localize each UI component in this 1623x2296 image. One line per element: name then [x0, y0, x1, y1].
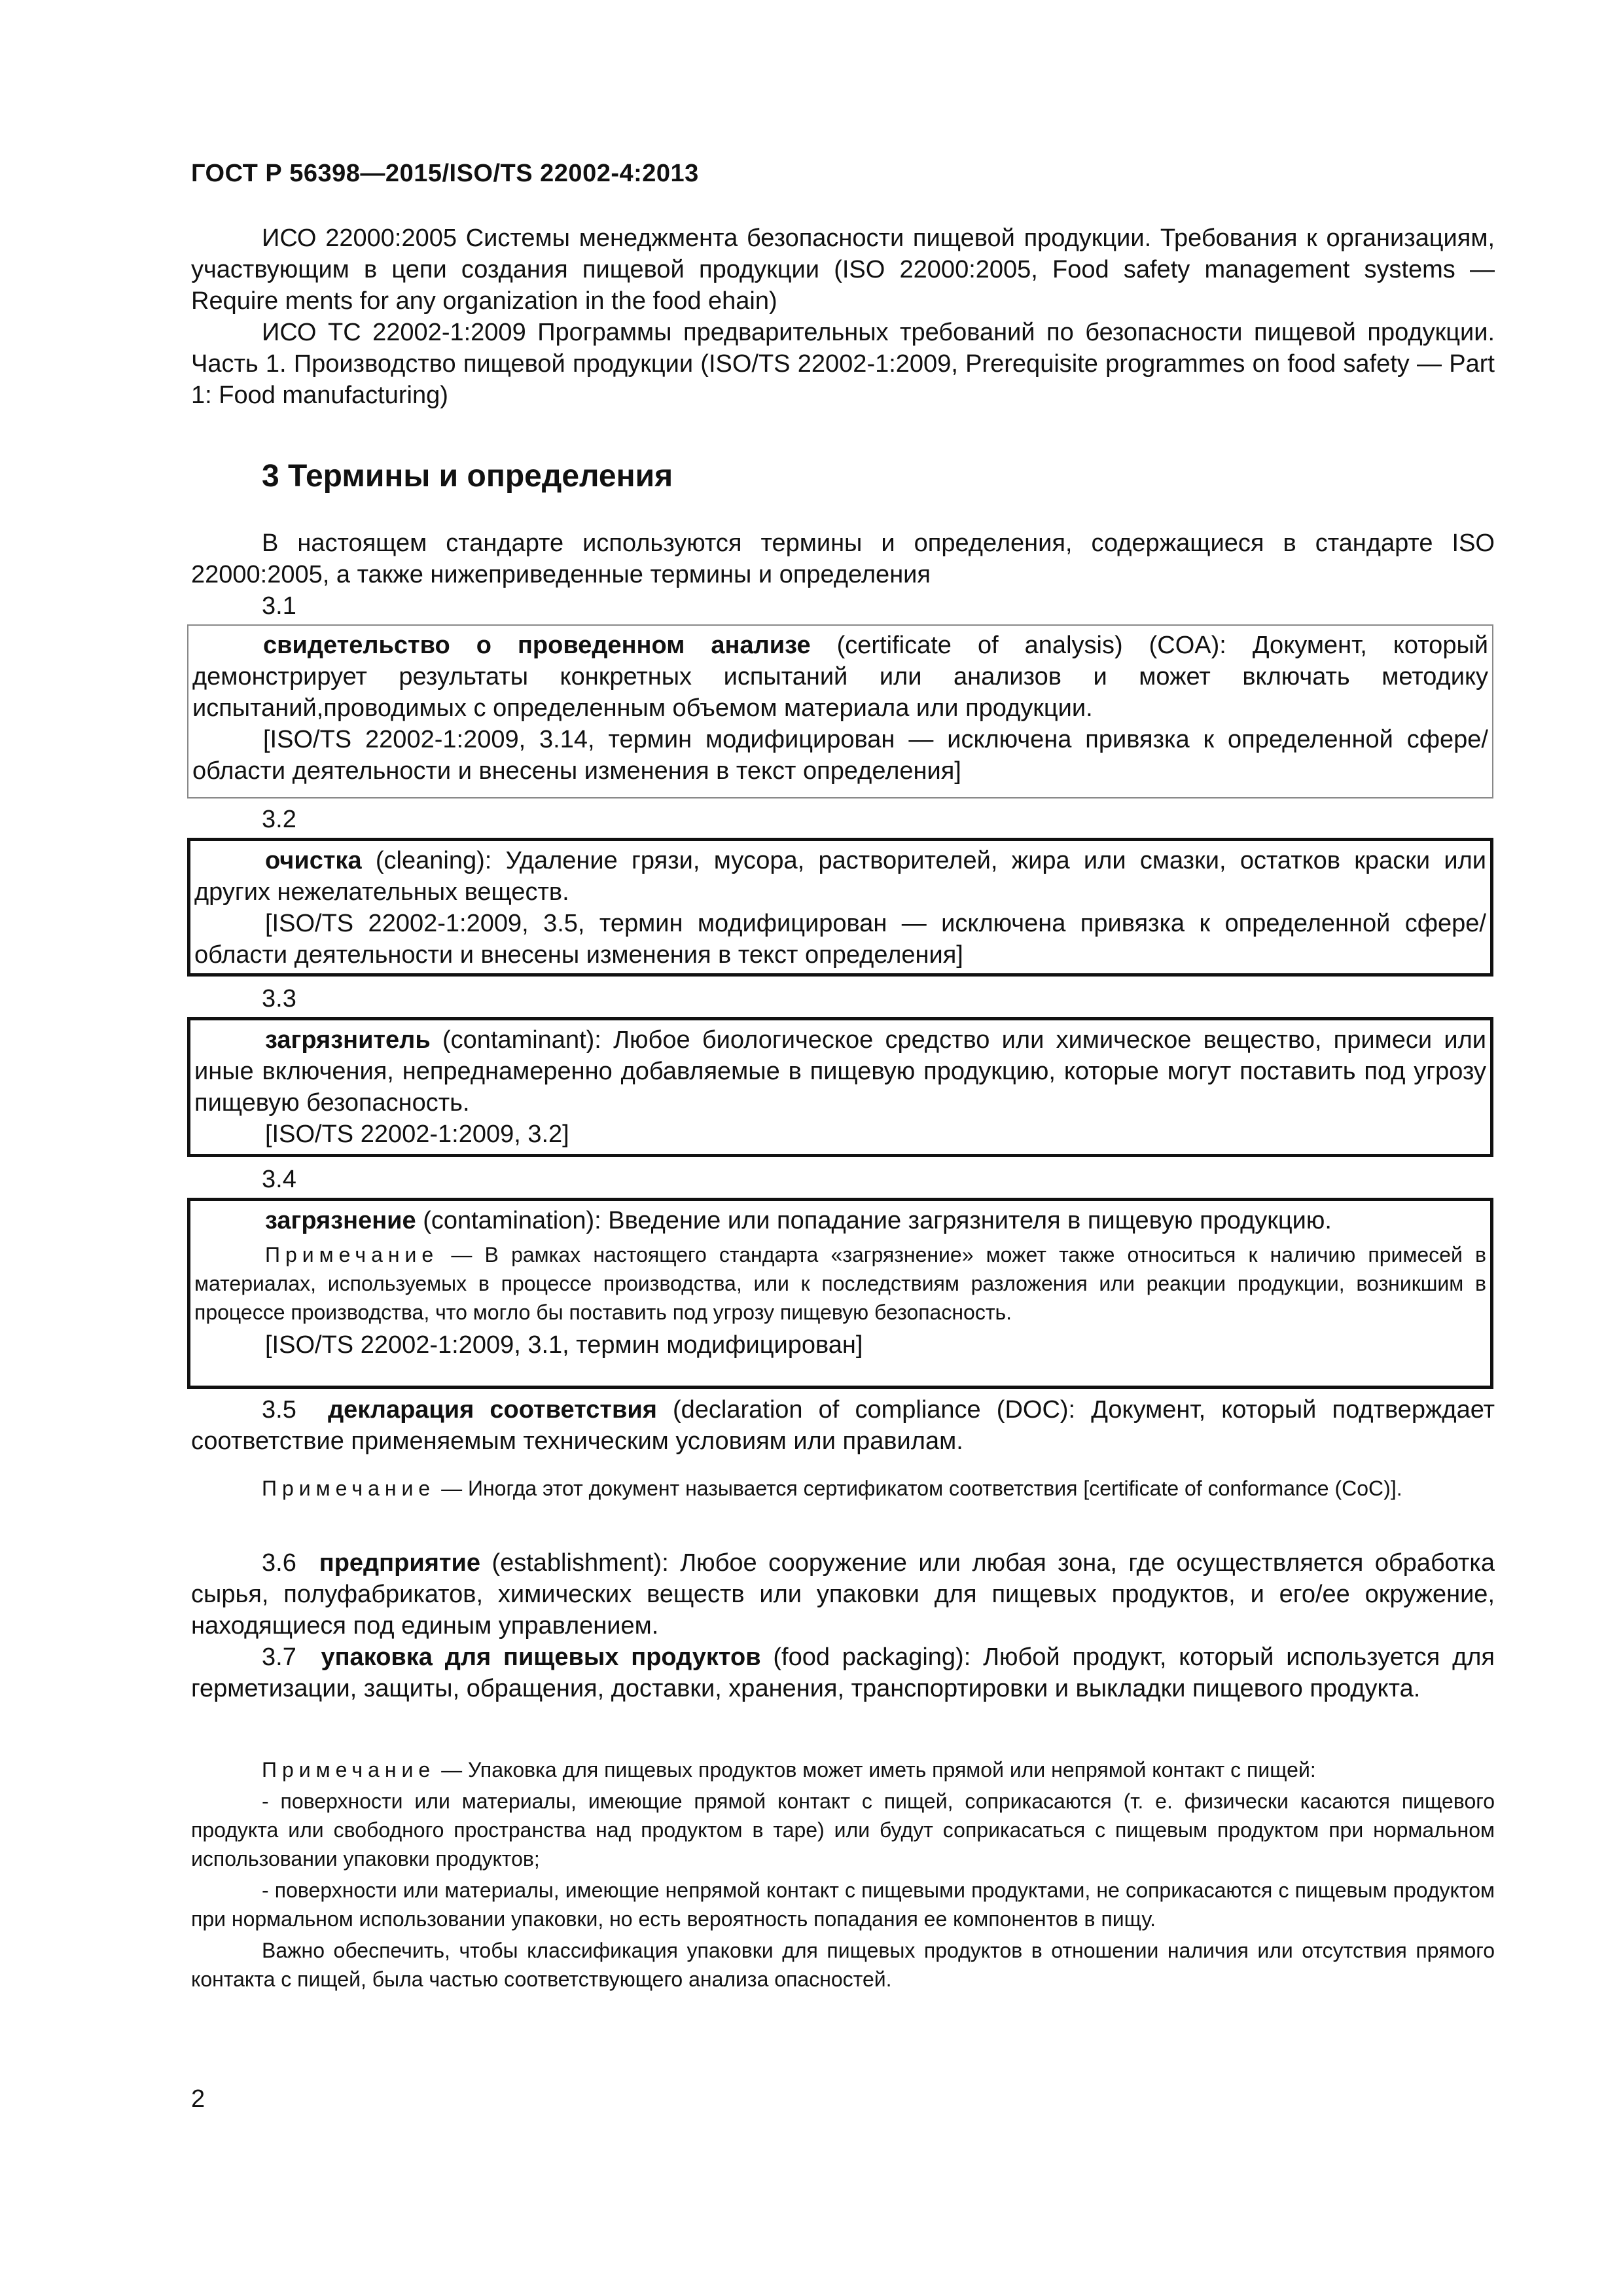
term-name: упаковка для пищевых продуктов	[321, 1643, 761, 1671]
reference-iso-ts-22002-1: ИСО ТС 22002-1:2009 Программы предварительных требований по безопасности пищевой продукции. Часть 1. Производство пищевой продукции (ISO/TS 22002-1:2009, Prerequisite programmes on food safety — Part 1: Food manufacturing)	[191, 319, 1495, 409]
term-number: 3.3	[262, 985, 296, 1013]
term-source: [ISO/TS 22002-1:2009, 3.2]	[265, 1121, 569, 1148]
term-establishment: 3.6 предприятие (establishment): Любое сооружение или любая зона, где осуществляется обработка сырья, полуфабрикатов, химических веществ или упаковки для пищевых продуктов, и его/ее окружение, находящиеся под единым управлением.	[191, 1549, 1495, 1640]
term-definition: (establishment): Любое сооружение или любая зона, где осуществляется обработка сырья, полуфабрикатов, химических веществ или упаковки для пищевых продуктов, и его/ее окружение, находящиеся под единым управлением.	[191, 1549, 1495, 1640]
term-name: загрязнение	[265, 1207, 416, 1234]
note-list-item: - поверхности или материалы, имеющие непрямой контакт с пищевыми продуктами, не соприкасаются с пищевым продуктом при нормальном использовании упаковки, но есть вероятность попадания ее компонентов в пищу.	[191, 1878, 1495, 1931]
term-definition: (cleaning): Удаление грязи, мусора, растворителей, жира или смазки, остатков краски или других нежелательных веществ.	[194, 847, 1486, 906]
term-definition: (contaminant): Любое биологическое средство или химическое вещество, примеси или иные включения, непреднамеренно добавляемые в пищевую продукцию, которые могут поставить под угрозу пищевую безопасность.	[194, 1026, 1486, 1117]
term-food-packaging: 3.7 упаковка для пищевых продуктов (food packaging): Любой продукт, который используется для герметизации, защиты, обращения, доставки, хранения, транспортировки и выкладки пищевого продукта.	[191, 1643, 1495, 1702]
term-box-contaminant	[187, 1017, 1493, 1157]
term-number: 3.2	[262, 806, 296, 833]
term-name: очистка	[265, 847, 362, 874]
note-food-packaging: Примечание — Упаковка для пищевых продуктов может иметь прямой или непрямой контакт с пищей: - поверхности или материалы, имеющие прямой контакт с пищей, соприкасаются (т. е. физически касаются пищевого продукта или свободного пространства над продуктом в таре) или будут соприкасаться с пищевым продуктом при нормальном использовании упаковки продуктов; - поверхности или материалы, имеющие непрямой контакт с пищевыми продуктами, не соприкасаются с пищевым продуктом при нормальном использовании упаковки, но есть вероятность попадания ее компонентов в пищу. Важно обеспечить, чтобы классификация упаковки для пищевых продуктов в отношении наличия или отсутствия прямого контакта с пищей, была частью соответствующего анализа опасностей.	[191, 1755, 1495, 1994]
term-source: [ISO/TS 22002-1:2009, 3.1, термин модифицирован]	[265, 1331, 863, 1359]
section-title: 3 Термины и определения	[262, 459, 673, 493]
term-declaration-of-compliance: 3.5 декларация соответствия (declaration of compliance (DOC): Документ, который подтверждает соответствие применяемым техническим условиям или правилам.	[191, 1396, 1495, 1455]
term-definition: (certificate of analysis) (COA): Документ, который демонстрирует результаты конкретных испытаний или анализов и может включать методику испытаний,проводимых с определенным объемом материала или продукции.	[192, 632, 1488, 722]
term-name: декларация соответствия	[328, 1396, 657, 1424]
term-definition: (food packaging): Любой продукт, который используется для герметизации, защиты, обращения, доставки, хранения, транспортировки и выкладки пищевого продукта.	[191, 1643, 1495, 1702]
note-declaration: Примечание — Иногда этот документ называется сертификатом соответствия [certificate of conformance (CoC)].	[262, 1477, 1402, 1500]
term-name: предприятие	[319, 1549, 480, 1577]
section-intro: В настоящем стандарте используются термины и определения, содержащиеся в стандарте ISO 22000:2005, а также нижеприведенные термины и определения	[191, 529, 1495, 588]
document-header: ГОСТ Р 56398—2015/ISO/TS 22002-4:2013	[191, 160, 699, 187]
term-name: свидетельство о проведенном анализе	[263, 632, 811, 659]
term-definition: (contamination): Введение или попадание загрязнителя в пищевую продукцию.	[416, 1207, 1332, 1234]
term-number: 3.4	[262, 1166, 296, 1193]
term-name: загрязнитель	[265, 1026, 431, 1054]
normative-references	[191, 223, 1495, 411]
term-box-contamination	[187, 1198, 1493, 1389]
term-source: [ISO/TS 22002-1:2009, 3.5, термин модифицирован — исключена привязка к определенной сфере/области деятельности и внесены изменения в текст определения]	[194, 910, 1486, 969]
term-source: [ISO/TS 22002-1:2009, 3.14, термин модифицирован — исключена привязка к определенной сфере/области деятельности и внесены изменения в текст определения]	[192, 726, 1488, 785]
note-list-item: - поверхности или материалы, имеющие прямой контакт с пищей, соприкасаются (т. е. физически касаются пищевого продукта или свободного пространства над продуктом в таре) или будут соприкасаться с пищевым продуктом при нормальном использовании упаковки продуктов;	[191, 1789, 1495, 1871]
term-note: Примечание — В рамках настоящего стандарта «загрязнение» может также относиться к наличию примесей в материалах, используемых в процессе производства, или к последствиям разложения или реакции продукции, возникшим в процессе производства, что могло бы поставить под угрозу пищевую безопасность.	[194, 1243, 1486, 1324]
reference-iso-22000: ИСО 22000:2005 Системы менеджмента безопасности пищевой продукции. Требования к организациям, участвующим в цепи создания пищевой продукции (ISO 22000:2005, Food safety management systems — Require ments for any organization in the food ehain)	[191, 224, 1495, 315]
term-box-certificate-of-analysis	[187, 624, 1493, 798]
term-number: 3.1	[262, 592, 296, 620]
page-number: 2	[191, 2085, 205, 2113]
term-definition: (declaration of compliance (DOC): Документ, который подтверждает соответствие применяемым техническим условиям или правилам.	[191, 1396, 1495, 1455]
note-closing: Важно обеспечить, чтобы классификация упаковки для пищевых продуктов в отношении наличия или отсутствия прямого контакта с пищей, была частью соответствующего анализа опасностей.	[191, 1939, 1495, 1991]
term-box-cleaning	[187, 838, 1493, 977]
